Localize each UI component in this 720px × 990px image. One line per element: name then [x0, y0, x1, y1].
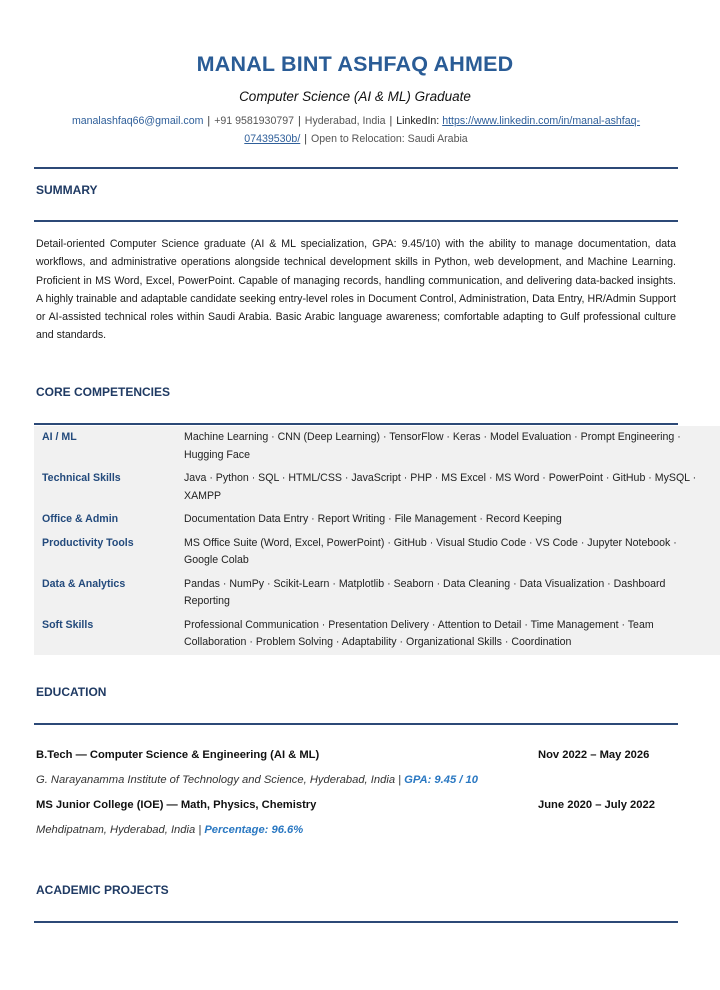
section-title-education: EDUCATION [36, 685, 107, 699]
education-dates: June 2020 – July 2022 [538, 799, 655, 811]
competency-category: Technical Skills [42, 472, 121, 484]
section-title-competencies: CORE COMPETENCIES [36, 385, 171, 399]
section-rule [34, 423, 678, 425]
competencies-table [34, 426, 720, 655]
competency-items: Documentation Data Entry · Report Writing · File Management · Record Keeping [184, 513, 562, 525]
location: Hyderabad, India [304, 115, 386, 127]
candidate-subtitle: Computer Science (AI & ML) Graduate [239, 89, 471, 104]
relocation: Open to Relocation: Saudi Arabia [311, 133, 468, 145]
education-score: Percentage: 96.6% [204, 824, 304, 836]
competency-items: Pandas · NumPy · Scikit-Learn · Matplotlib · Seaborn · Data Cleaning · Data Visualization · Dashboard Reporting [184, 577, 666, 607]
competency-items: MS Office Suite (Word, Excel, PowerPoint) · GitHub · Visual Studio Code · VS Code · Jupyter Notebook · Google Colab [184, 536, 677, 566]
table-row [34, 508, 720, 532]
competency-category: AI / ML [42, 431, 77, 443]
section-title-projects: ACADEMIC PROJECTS [36, 883, 169, 897]
separator: | [207, 115, 211, 127]
competency-category: Soft Skills [42, 618, 94, 631]
separator: | [304, 133, 308, 145]
separator: | [389, 115, 393, 127]
education-institution: Mehdipatnam, Hyderabad, India [36, 824, 196, 836]
section-rule [34, 167, 678, 169]
summary-text: Detail-oriented Computer Science graduate (AI & ML specialization, GPA: 9.45/10) with the ability to manage documentation, data workflows, and administrative operations alongside technical development skills in Python, web development, and Machine Learning. Proficient in MS Word, Excel, PowerPoint. Capable of managing records, handling communication, and delivering data-backed insights. A highly trainable and adaptable candidate seeking entry-level roles in Document Control, Administration, Data Entry, HR/Admin Support or AI-assisted technical roles within Saudi Arabia. Basic Arabic language awareness; comfortable adapting to Gulf professional culture and standards. [36, 238, 676, 342]
candidate-name: MANAL BINT ASHFAQ AHMED [196, 52, 514, 76]
email-link[interactable]: manalashfaq66@gmail.com [71, 115, 204, 127]
education-institution-line [36, 774, 478, 786]
competency-category: Data & Analytics [42, 577, 126, 590]
table-row [34, 467, 720, 508]
section-rule [34, 723, 678, 725]
competency-category: Productivity Tools [42, 536, 134, 549]
separator: | [398, 774, 402, 786]
phone: +91 9581930797 [214, 115, 295, 127]
separator: | [198, 824, 202, 836]
competency-items: Machine Learning · CNN (Deep Learning) · TensorFlow · Keras · Model Evaluation · Prompt Engineering · Hugging Face [184, 431, 681, 461]
section-title-summary: SUMMARY [36, 183, 98, 197]
education-degree: MS Junior College (IOE) — Math, Physics, Chemistry [36, 799, 317, 811]
linkedin-label: LinkedIn: [396, 115, 440, 127]
table-row [34, 573, 720, 614]
contact-line [36, 112, 676, 148]
competency-items: Professional Communication · Presentation Delivery · Attention to Detail · Time Management · Team Collaboration · Problem Solving · Adaptability · Organizational Skills · Coordination [184, 618, 654, 648]
table-row [34, 426, 720, 467]
education-score: GPA: 9.45 / 10 [404, 774, 478, 786]
competency-items: Java · Python · SQL · HTML/CSS · JavaScript · PHP · MS Excel · MS Word · PowerPoint · GitHub · MySQL · XAMPP [184, 472, 697, 502]
linkedin-link[interactable]: https://www.linkedin.com/in/manal-ashfaq- [442, 115, 641, 127]
table-row [34, 532, 720, 573]
education-institution-line [36, 824, 303, 836]
education-institution: G. Narayanamma Institute of Technology and Science, Hyderabad, India [36, 774, 396, 786]
competency-category: Office & Admin [42, 513, 119, 525]
separator: | [298, 115, 301, 127]
section-rule [34, 921, 678, 923]
linkedin-link-cont[interactable]: 07439530b/ [244, 133, 301, 145]
education-degree: B.Tech — Computer Science & Engineering (AI & ML) [36, 749, 320, 761]
education-dates: Nov 2022 – May 2026 [538, 749, 650, 761]
section-rule [34, 220, 678, 222]
table-row [34, 614, 720, 655]
